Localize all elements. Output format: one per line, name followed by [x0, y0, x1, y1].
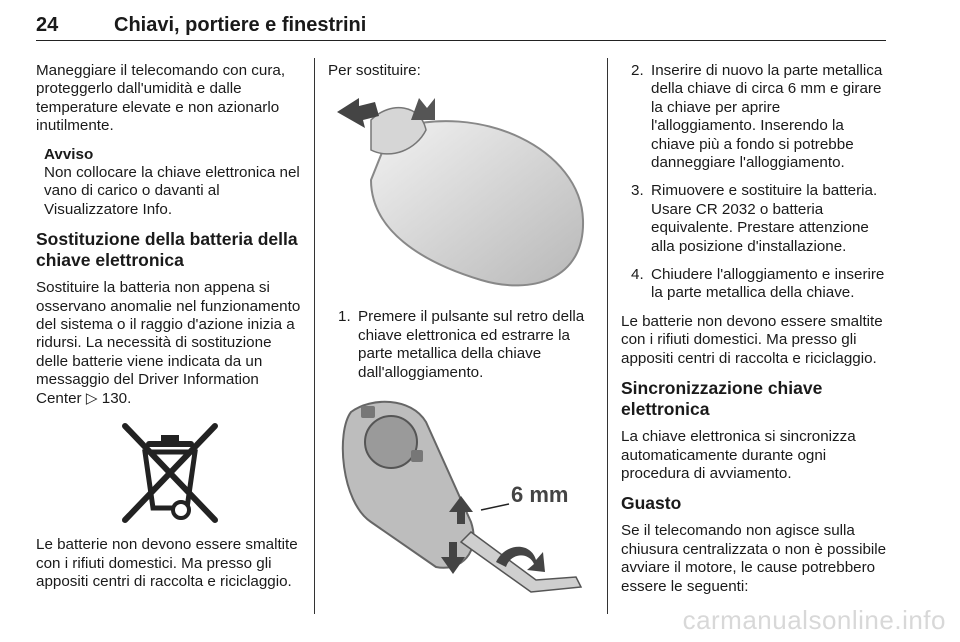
- fault-paragraph: Se il telecomando non agisce sulla chiusura centralizzata o non è possibile avviare il motore, le cause potrebbero essere le seguenti:: [621, 522, 887, 595]
- page-ref-icon: ▷: [85, 389, 98, 407]
- section-heading-sync: Sincronizzazione chiave elettronica: [621, 378, 823, 420]
- steps-list: [621, 62, 889, 303]
- disposal-paragraph: Le batterie non devono essere smaltite con i rifiuti domestici. Ma presso gli appositi centri di raccolta e riciclaggio.: [36, 536, 298, 590]
- step-number: 2.: [631, 62, 644, 79]
- watermark: carmanualsonline.info: [682, 605, 946, 635]
- battery-paragraph-text: Sostituire la batteria non appena si osservano anomalie nel funzionamento del sistema o il raggio d'azione inizia a ridursi. La necessità di sostituzione delle batterie viene indicata da un messaggio del Driver Information Center: [36, 279, 301, 407]
- page-number: 24: [36, 14, 59, 36]
- step-text: Premere il pulsante sul retro della chiave elettronica ed estrarre la parte metallica della chiave dall'alloggiamento.: [358, 308, 585, 381]
- steps-list: [328, 308, 596, 382]
- crossed-bin-icon: [115, 418, 225, 528]
- intro-paragraph: Maneggiare il telecomando con cura, proteggerlo dall'umidità e dalle temperature elevate e non azionarlo inutilmente.: [36, 62, 286, 135]
- note-box: [44, 146, 304, 220]
- step-item: [621, 182, 889, 256]
- sync-paragraph: La chiave elettronica si sincronizza automaticamente durante ogni procedura di avviamento.: [621, 428, 856, 482]
- steps-intro: Per sostituire:: [328, 62, 421, 79]
- step-number: 1.: [338, 308, 351, 326]
- step-text: Inserire di nuovo la parte metallica della chiave di circa 6 mm e girare la chiave per aprire l'alloggiamento. Inserendo la chiave più a fondo si potrebbe danneggiare l'alloggiamento.: [651, 62, 883, 172]
- step-text: Chiudere l'alloggiamento e inserire la parte metallica della chiave.: [651, 266, 885, 302]
- key-fob-front-illustration: [331, 392, 593, 602]
- page-ref-number: 130.: [101, 389, 132, 407]
- step-number: 4.: [631, 266, 644, 284]
- page-header: [36, 10, 886, 41]
- note-title: Avviso: [44, 145, 94, 163]
- note-text: Non collocare la chiave elettronica nel vano di carico o davanti al Visualizzatore Info.: [44, 164, 300, 218]
- step-item: [328, 308, 596, 382]
- section-heading-fault: Guasto: [621, 493, 682, 514]
- chapter-title: Chiavi, portiere e finestrini: [114, 14, 367, 36]
- disposal-paragraph: Le batterie non devono essere smaltite con i rifiuti domestici. Ma presso gli appositi centri di raccolta e riciclaggio.: [621, 312, 883, 367]
- section-heading-battery: Sostituzione della batteria della chiave elettronica: [36, 229, 298, 271]
- step-text: Rimuovere e sostituire la batteria. Usare CR 2032 o batteria equivalente. Prestare attenzione alla posizione d'installazione.: [651, 182, 878, 255]
- column-divider: [314, 58, 315, 614]
- column-1: [36, 62, 304, 601]
- column-2: [328, 62, 596, 610]
- battery-paragraph: [36, 279, 304, 408]
- column-divider: [607, 58, 608, 614]
- key-fob-back-illustration: [331, 90, 593, 300]
- column-3: [621, 62, 889, 606]
- step-number: 3.: [631, 182, 644, 200]
- step-item: [621, 266, 889, 303]
- measure-label: 6 mm: [511, 482, 569, 508]
- step-item: [621, 62, 889, 172]
